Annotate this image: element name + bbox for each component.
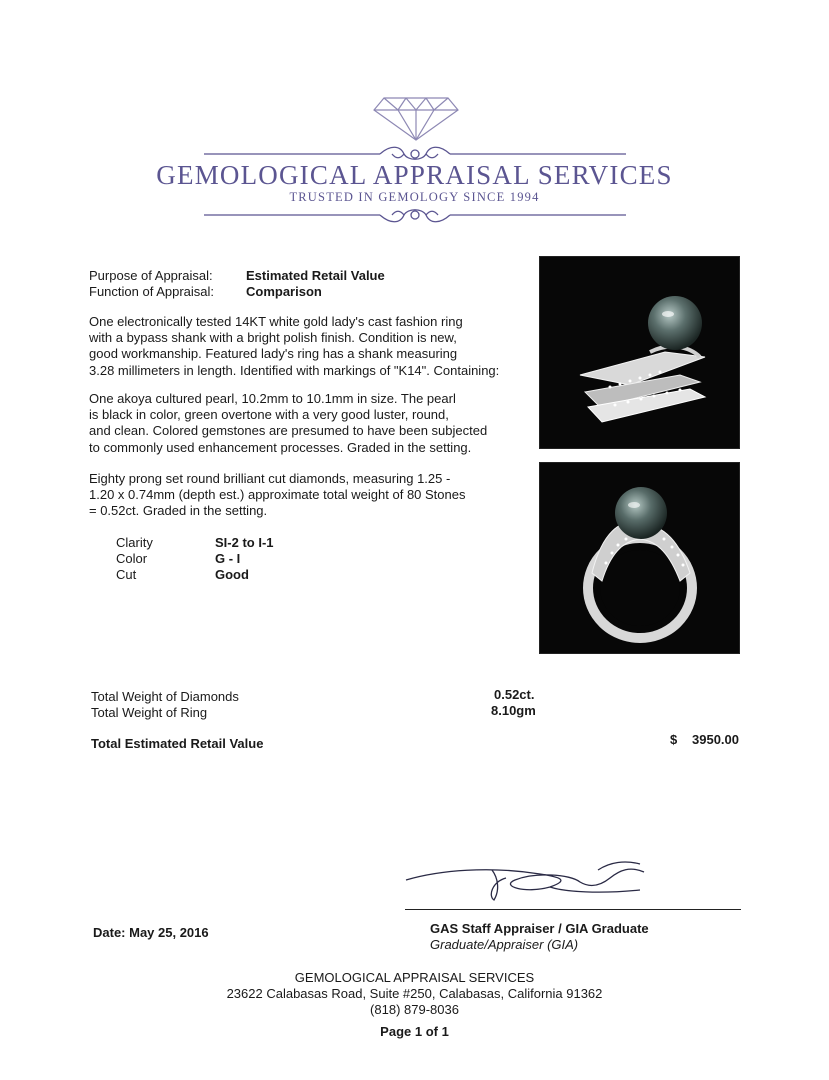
function-value: Comparison bbox=[246, 284, 322, 299]
footer-phone: (818) 879-8036 bbox=[370, 1002, 459, 1017]
company-tagline: TRUSTED IN GEMOLOGY SINCE 1994 bbox=[289, 190, 540, 204]
appraiser-credential: Graduate/Appraiser (GIA) bbox=[430, 937, 579, 952]
total-diamonds-label: Total Weight of Diamonds bbox=[91, 689, 239, 704]
cut-value: Good bbox=[215, 567, 249, 582]
ring-photo-side bbox=[539, 256, 740, 449]
clarity-label: Clarity bbox=[116, 535, 153, 550]
clarity-value: SI-2 to I-1 bbox=[215, 535, 274, 550]
signature bbox=[400, 852, 660, 907]
color-value: G - I bbox=[215, 551, 241, 566]
function-label: Function of Appraisal: bbox=[89, 284, 215, 299]
color-label: Color bbox=[116, 551, 148, 566]
purpose-label: Purpose of Appraisal: bbox=[89, 268, 213, 283]
ring-photo-front bbox=[539, 462, 740, 654]
ring-side-illustration bbox=[540, 257, 739, 448]
cut-label: Cut bbox=[116, 567, 137, 582]
signature-line bbox=[405, 909, 741, 910]
page-number: Page 1 of 1 bbox=[380, 1024, 449, 1039]
pearl-description: One akoya cultured pearl, 10.2mm to 10.1mm in size. The pearl is black in color, green overtone with a very good luster, round, and clean. Colored gemstones are presumed to have been subjected to commonly used enhancement processes. Graded in the setting. bbox=[89, 391, 488, 455]
retail-value-label: Total Estimated Retail Value bbox=[91, 736, 264, 751]
total-ring-value: 8.10gm bbox=[491, 703, 536, 718]
diamonds-description: Eighty prong set round brilliant cut diamonds, measuring 1.25 - 1.20 x 0.74mm (depth est.) approximate total weight of 80 Stones = 0.52ct. Graded in the setting. bbox=[89, 471, 466, 519]
appraiser-name: GAS Staff Appraiser / GIA Graduate bbox=[430, 921, 649, 936]
header-ornament-bottom bbox=[200, 204, 630, 226]
diamond-icon bbox=[370, 92, 462, 142]
company-name: GEMOLOGICAL APPRAISAL SERVICES bbox=[156, 160, 673, 190]
purpose-value: Estimated Retail Value bbox=[246, 268, 385, 283]
total-diamonds-value: 0.52ct. bbox=[494, 687, 535, 702]
footer-address: 23622 Calabasas Road, Suite #250, Calabasas, California 91362 bbox=[226, 986, 603, 1001]
ring-description: One electronically tested 14KT white gold lady's cast fashion ring with a bypass shank with a bright polish finish. Condition is new, good workmanship. Featured lady's ring has a shank measuring 3.28 millimeters in length. Identified with markings of "K14". Containing: bbox=[89, 314, 500, 378]
retail-value: 3950.00 bbox=[692, 732, 739, 747]
total-ring-label: Total Weight of Ring bbox=[91, 705, 208, 720]
appraisal-date: Date: May 25, 2016 bbox=[93, 925, 209, 940]
footer-company: GEMOLOGICAL APPRAISAL SERVICES bbox=[294, 970, 535, 985]
currency-symbol: $ bbox=[670, 732, 678, 747]
ring-front-illustration bbox=[540, 463, 739, 653]
